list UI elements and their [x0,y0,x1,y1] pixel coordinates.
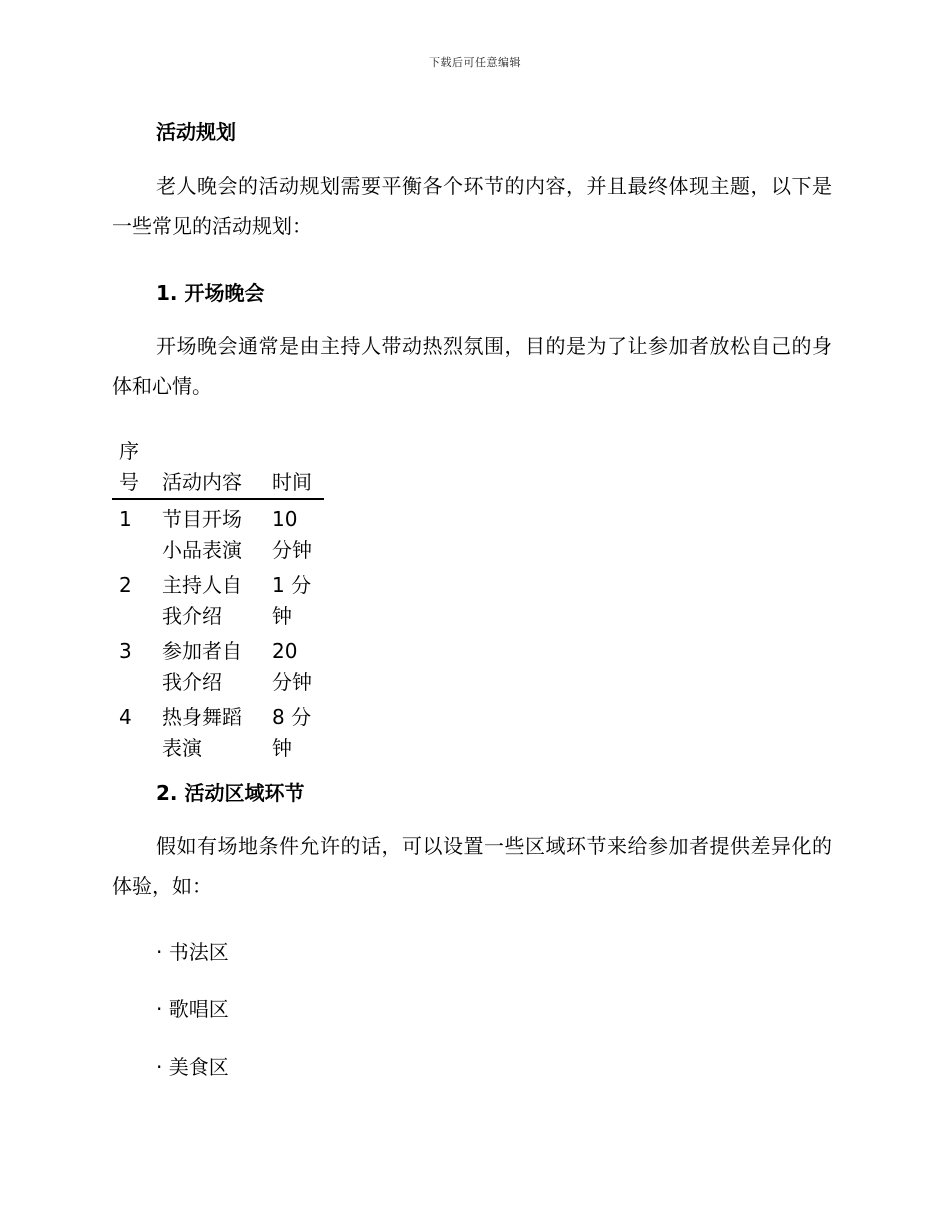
cell-time: 10 分钟 [272,507,312,562]
header-cell-number: 序号 [112,436,155,499]
header-cell-activity: 活动内容 [155,436,265,499]
cell-number: 4 [119,705,132,729]
header-cell-time: 时间 [265,436,324,499]
table-row [112,499,324,566]
cell-time: 1 分钟 [272,573,312,628]
cell-number: 3 [119,639,132,663]
schedule-table [112,436,324,764]
list-item: · 书法区 [156,940,229,964]
cell-time: 8 分钟 [272,705,312,760]
list-item: · 歌唱区 [156,997,229,1021]
table-row [112,566,324,632]
table-header-row [112,436,324,499]
intro-paragraph: 老人晚会的活动规划需要平衡各个环节的内容，并且最终体现主题，以下是一些常见的活动规划： [112,174,832,238]
cell-number: 2 [119,573,132,597]
cell-activity: 参加者自我介绍 [162,639,242,694]
opening-paragraph: 开场晚会通常是由主持人带动热烈氛围，目的是为了让参加者放松自己的身体和心情。 [112,334,832,398]
table-row [112,698,324,764]
cell-activity: 节目开场小品表演 [162,507,242,562]
cell-activity: 主持人自我介绍 [162,573,242,628]
page-header-note: 下载后可任意编辑 [429,56,521,69]
cell-time: 20 分钟 [272,639,312,694]
section-title-area: 2. 活动区域环节 [156,781,305,805]
cell-activity: 热身舞蹈表演 [162,705,242,760]
section-title-planning: 活动规划 [156,120,236,144]
table-row [112,632,324,698]
cell-number: 1 [119,507,132,531]
area-paragraph: 假如有场地条件允许的话，可以设置一些区域环节来给参加者提供差异化的体验，如： [112,834,832,898]
section-title-opening: 1. 开场晚会 [156,281,265,305]
list-item: · 美食区 [156,1055,229,1079]
